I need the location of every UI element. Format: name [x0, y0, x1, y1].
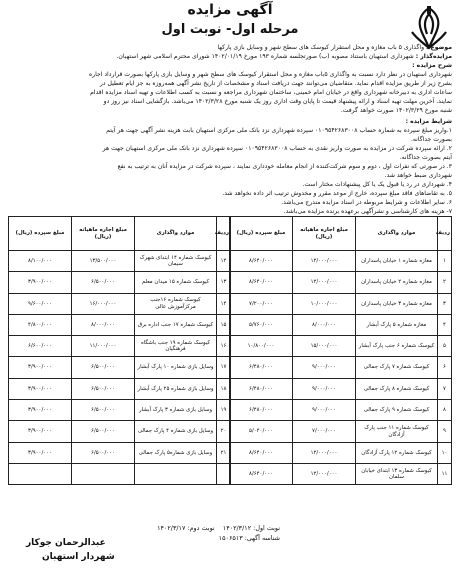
cell-deposit: ۳/۹۰۰/۰۰۰ [9, 421, 72, 442]
cell-row: ۱۲ [217, 251, 231, 272]
cell-deposit [9, 463, 72, 484]
cell-rent: ۶/۵۰۰/۰۰۰ [72, 272, 135, 293]
col-row: ردیف [438, 217, 452, 251]
table-row [230, 293, 452, 314]
cell-row: ۴ [438, 314, 452, 335]
cell-rent: ۱۵/۰۰۰/۰۰۰ [293, 336, 356, 357]
cell-row: ۵ [438, 336, 452, 357]
table-body [9, 251, 231, 485]
notice-subtitle: مرحله اول- نوبت اول [161, 22, 299, 37]
cell-row: ۱۰ [438, 442, 452, 463]
cell-deposit: ۱۰/۸۰۰/۰۰۰ [230, 336, 293, 357]
cell-row: ۱۵ [217, 314, 231, 335]
cell-deposit: ۷/۲۰۰/۰۰۰ [230, 293, 293, 314]
cell-deposit: ۶/۴۸۰/۰۰۰ [230, 400, 293, 421]
notice-title: آگهی مزایده [187, 2, 273, 18]
cell-deposit: ۸/۶۴۰/۰۰۰ [230, 272, 293, 293]
items-table-right [229, 216, 452, 485]
table-row [9, 272, 231, 293]
col-deposit: مبلغ سپرده (ریال) [230, 217, 293, 251]
cell-row: ۱۱ [438, 463, 452, 484]
cell-deposit: ۳/۹۰۰/۰۰۰ [9, 378, 72, 399]
cell-deposit: ۵/۷۶۰/۰۰۰ [230, 314, 293, 335]
cell-row: ۸ [438, 400, 452, 421]
cell-item: کیوسک شماره ۱۴ ابتدای شهرک سیمان [135, 251, 217, 272]
table-row [9, 336, 231, 357]
cell-item: کیوسک شماره ۱۹ جنب باشگاه فرهنگیان [135, 336, 217, 357]
cell-row: ۱۴ [217, 293, 231, 314]
cell-deposit: ۶/۴۸۰/۰۰۰ [230, 357, 293, 378]
condition-line: ۳. در صورتی که نفرات اول ، دوم و سوم شرکت‌کننده از انجام معامله خودداری نمایند ، سپرده شرکت در مزایده آنان به ترتیب به نفع [117, 163, 452, 170]
cell-row: ۲۰ [217, 421, 231, 442]
cell-deposit: ۸/۶۴۰/۰۰۰ [230, 463, 293, 484]
col-deposit: مبلغ سپرده (ریال) [9, 217, 72, 251]
bidder-label: مزایده‌گذار : [415, 53, 452, 60]
cell-row: ۲۱ [217, 442, 231, 463]
col-rent: مبلغ اجاره ماهیانه (ریال) [293, 217, 356, 251]
cell-rent: ۸/۰۰۰/۰۰۰ [72, 314, 135, 335]
condition-line: شهرداری ضبط خواهد شد. [384, 172, 452, 179]
cell-rent: ۹/۰۰۰/۰۰۰ [293, 378, 356, 399]
table-row [230, 272, 452, 293]
table-row [9, 314, 231, 335]
cell-rent: ۹/۰۰۰/۰۰۰ [293, 400, 356, 421]
cell-row: ۱۶ [217, 336, 231, 357]
signer-name: عبدالرحمان جوکار [26, 538, 106, 548]
cell-item: مغازه شماره ۱ خیابان پاسداران [356, 251, 438, 272]
table-row [230, 357, 452, 378]
condition-line: آیتم بصورت جداگانه. [399, 154, 452, 161]
cell-deposit: ۶/۶۰۰/۰۰۰ [9, 336, 72, 357]
cell-rent: ۶/۵۰۰/۰۰۰ [72, 400, 135, 421]
notice-id: شناسه آگهی: ۱۵۰۶۵۱۳ [218, 534, 280, 542]
cell-rent [72, 463, 135, 484]
items-table-left [8, 216, 231, 485]
table-row [9, 421, 231, 442]
table-row [230, 251, 452, 272]
signer-title: شهردار استهبان [42, 552, 115, 562]
cell-row [217, 463, 231, 484]
description-line: ساعات اداری به دبیرخانه شهرداری واقع در خیابان امام خمینی، ساختمان شهرداری مراجعه و نسبت به کسب اطلاعات و تهیه اسناد مزایده اقدام [90, 89, 452, 96]
cell-rent: ۱۲/۰۰۰/۰۰۰ [293, 272, 356, 293]
cell-item: کیوسک شماره ۱۱ جنب پارک آزادگان [356, 421, 438, 442]
cell-row: ۷ [438, 378, 452, 399]
cell-row: ۱۸ [217, 378, 231, 399]
cell-deposit: ۳/۹۰۰/۰۰۰ [9, 442, 72, 463]
cell-deposit: ۳/۹۰۰/۰۰۰ [9, 357, 72, 378]
cell-item: وسایل بازی شماره۵ پارک جمالی [135, 442, 217, 463]
cell-item: کیوسک شماره ۶ جنب پارک آبشار [356, 336, 438, 357]
table-row [9, 442, 231, 463]
table-row [230, 336, 452, 357]
col-item: موارد واگذاری [135, 217, 217, 251]
cell-row: ۱۹ [217, 400, 231, 421]
condition-line: ۴. شهرداری در رد یا قبول یک یا کل پیشنهادات مختار است. [302, 181, 452, 188]
cell-rent: ۹/۰۰۰/۰۰۰ [293, 357, 356, 378]
col-row: ردیف [217, 217, 231, 251]
conditions-label: شرایط مزایده : [405, 118, 452, 125]
cell-item: مغازه شماره ۳ خیابان پاسداران [356, 293, 438, 314]
cell-row: ۲ [438, 272, 452, 293]
first-publication: نوبت اول: ۱۴۰۲/۳/۱۲ [222, 524, 280, 532]
cell-item: کیوسک شماره ۹ پارک جمالی [356, 400, 438, 421]
cell-deposit: ۸/۶۴۰/۰۰۰ [230, 442, 293, 463]
cell-rent: ۱۰/۰۰۰/۰۰۰ [293, 293, 356, 314]
cell-row: ۶ [438, 357, 452, 378]
col-item: موارد واگذاری [356, 217, 438, 251]
cell-deposit: ۳/۹۰۰/۰۰۰ [9, 272, 72, 293]
table-row [230, 314, 452, 335]
cell-deposit: ۶/۴۸۰/۰۰۰ [230, 378, 293, 399]
cell-row: ۹ [438, 421, 452, 442]
subject-line [8, 43, 452, 52]
condition-line: ۱.واریز مبلغ سپرده به شماره حساب ۰۱۰۹۵۴۲۶۸۳۰۰۸ سپرده شهرداری نزد بانک ملی مرکزی استهبان بابت هزینه نشر آگهی جهت هر آیتم [106, 127, 452, 134]
table-row [9, 378, 231, 399]
cell-row: ۳ [438, 293, 452, 314]
cell-rent: ۱۶/۰۰۰/۰۰۰ [72, 293, 135, 314]
cell-row: ۱۷ [217, 357, 231, 378]
subject-label: موضوع : [425, 44, 452, 51]
table-header-row [9, 217, 231, 251]
cell-deposit: ۳/۹۰۰/۰۰۰ [9, 400, 72, 421]
description-line: بشرح زیر از طریق مزایده اقدام نماید. متقاضیان می‌توانند جهت دریافت اسناد و مشخصات از تاریخ نشر آگهی همه‌روزه به جز ایام تعطیل در [99, 80, 452, 87]
condition-line: ۷- هزینه های کارشناسی و نشرآگهی برعهده برنده مزایده می‌باشد. [283, 208, 452, 215]
bidder-text: شهرداری استهبان باستناد مصوبه (ب) صورتجلسه شماره ۱۹۳ مورخ ۱۴۰۲/۰۱/۱۹ شورای محترم اسلامی شهر استهبان. [116, 53, 414, 60]
cell-item: کیوسک شماره ۱۶جنب مرکزآموزش عالی [135, 293, 217, 314]
cell-item: وسایل بازی شماره ۴ پارک جمالی [135, 421, 217, 442]
description-line: شهرداری استهبان در نظر دارد نسبت به واگذاری ۵باب مغازه و محل استقرار کیوسک های سطح شهر و وسایل بازی پارکها بصورت قرارداد اجاره [88, 71, 452, 78]
cell-item: وسایل بازی شماره ۲۵ پارک آبشار [135, 378, 217, 399]
description-line: شنبه مورخ ۱۴۰۲/۳/۲۹ صورت خواهد گرفت. [340, 107, 452, 114]
cell-item: مغازه شماره ۲ خیابان پاسداران [356, 272, 438, 293]
cell-deposit: ۸/۶۴۰/۰۰۰ [230, 251, 293, 272]
condition-line: ۲. ارائه سپرده شرکت در مزایده به صورت واریز نقدی به حساب ۰۱۰۹۵۴۲۶۸۳۰۰۸ سپرده شهرداری نزد بانک ملی مرکزی استهبان جهت هر [102, 145, 452, 152]
cell-rent: ۱۱/۰۰۰/۰۰۰ [72, 336, 135, 357]
cell-rent: ۶/۵۰۰/۰۰۰ [72, 357, 135, 378]
second-publication: نوبت دوم: ۱۴۰۲/۳/۱۷ [157, 524, 215, 532]
cell-item: وسایل بازی شماره ۳ پارک آبشار [135, 400, 217, 421]
cell-row: ۱۳ [217, 272, 231, 293]
cell-deposit: ۹/۶۰۰/۰۰۰ [9, 293, 72, 314]
table-row [230, 442, 452, 463]
cell-item: کیوسک شماره ۱۲ پارک آزادگان [356, 442, 438, 463]
condition-line: ۵. به تقاضاهای فاقد مبلغ سپرده، خارج از موعد مقرر و مخدوش ترتیب اثر داده نخواهد شد. [222, 190, 452, 197]
condition-line: ۶. سایر اطلاعات و شرایط مربوطه در اسناد مزایده مندرج می‌باشد. [281, 199, 452, 206]
table-row [9, 293, 231, 314]
table-row [9, 463, 231, 484]
cell-rent: ۶/۵۰۰/۰۰۰ [72, 378, 135, 399]
cell-item: کیوسک شماره ۸ پارک جمالی [356, 378, 438, 399]
cell-deposit: ۸/۱۰۰/۰۰۰ [9, 251, 72, 272]
cell-rent: ۸/۰۰۰/۰۰۰ [293, 314, 356, 335]
cell-rent: ۱۳/۵۰۰/۰۰۰ [72, 251, 135, 272]
cell-item: کیوسک شماره ۱۳ ابتدای خیابان سلمان [356, 463, 438, 484]
cell-rent: ۷/۰۰۰/۰۰۰ [293, 421, 356, 442]
cell-item: وسایل بازی شماره ۱۰ پارک آبشار [135, 357, 217, 378]
cell-item: کیوسک شماره ۷ پارک جمالی [356, 357, 438, 378]
table-row [9, 400, 231, 421]
description-label: شرح مزایده : [412, 62, 452, 69]
cell-rent: ۶/۵۰۰/۰۰۰ [72, 421, 135, 442]
cell-rent: ۱۲/۰۰۰/۰۰۰ [293, 251, 356, 272]
table-row [230, 400, 452, 421]
cell-deposit: ۴/۸۰۰/۰۰۰ [9, 314, 72, 335]
cell-rent: ۱۲/۰۰۰/۰۰۰ [293, 463, 356, 484]
description-line: نمایند. آخرین مهلت تهیه اسناد و ارائه پیشنهاد قیمت تا پایان وقت اداری روز یک شنبه مورخ ۱۴۰۲/۳/۲۸ می‌باشد. بازگشایی اسناد نیز روز دو [103, 98, 452, 105]
cell-rent: ۶/۵۰۰/۰۰۰ [72, 442, 135, 463]
condition-line: بصورت جداگانه. [410, 136, 452, 143]
cell-rent: ۱۲/۰۰۰/۰۰۰ [293, 442, 356, 463]
table-row [9, 357, 231, 378]
cell-item: کیوسک شماره ۱۵ میدان معلم [135, 272, 217, 293]
cell-deposit: ۵/۰۴۰/۰۰۰ [230, 421, 293, 442]
cell-item [135, 463, 217, 484]
subject-text: واگذاری ۵ باب مغازه و محل استقرار کیوسک های سطح شهر و وسایل بازی پارکها [217, 44, 425, 51]
cell-item: کیوسک شماره ۱۷ جنب اداره برق [135, 314, 217, 335]
bidder-line [8, 52, 452, 61]
table-header-row [230, 217, 452, 251]
cell-item: مغازه شماره ۵ پارک آبشار [356, 314, 438, 335]
table-row [9, 251, 231, 272]
table-row [230, 463, 452, 484]
cell-row: ۱ [438, 251, 452, 272]
col-rent: مبلغ اجاره ماهیانه (ریال) [72, 217, 135, 251]
table-row [230, 421, 452, 442]
publication-dates [157, 524, 280, 533]
table-body [230, 251, 452, 485]
table-row [230, 378, 452, 399]
